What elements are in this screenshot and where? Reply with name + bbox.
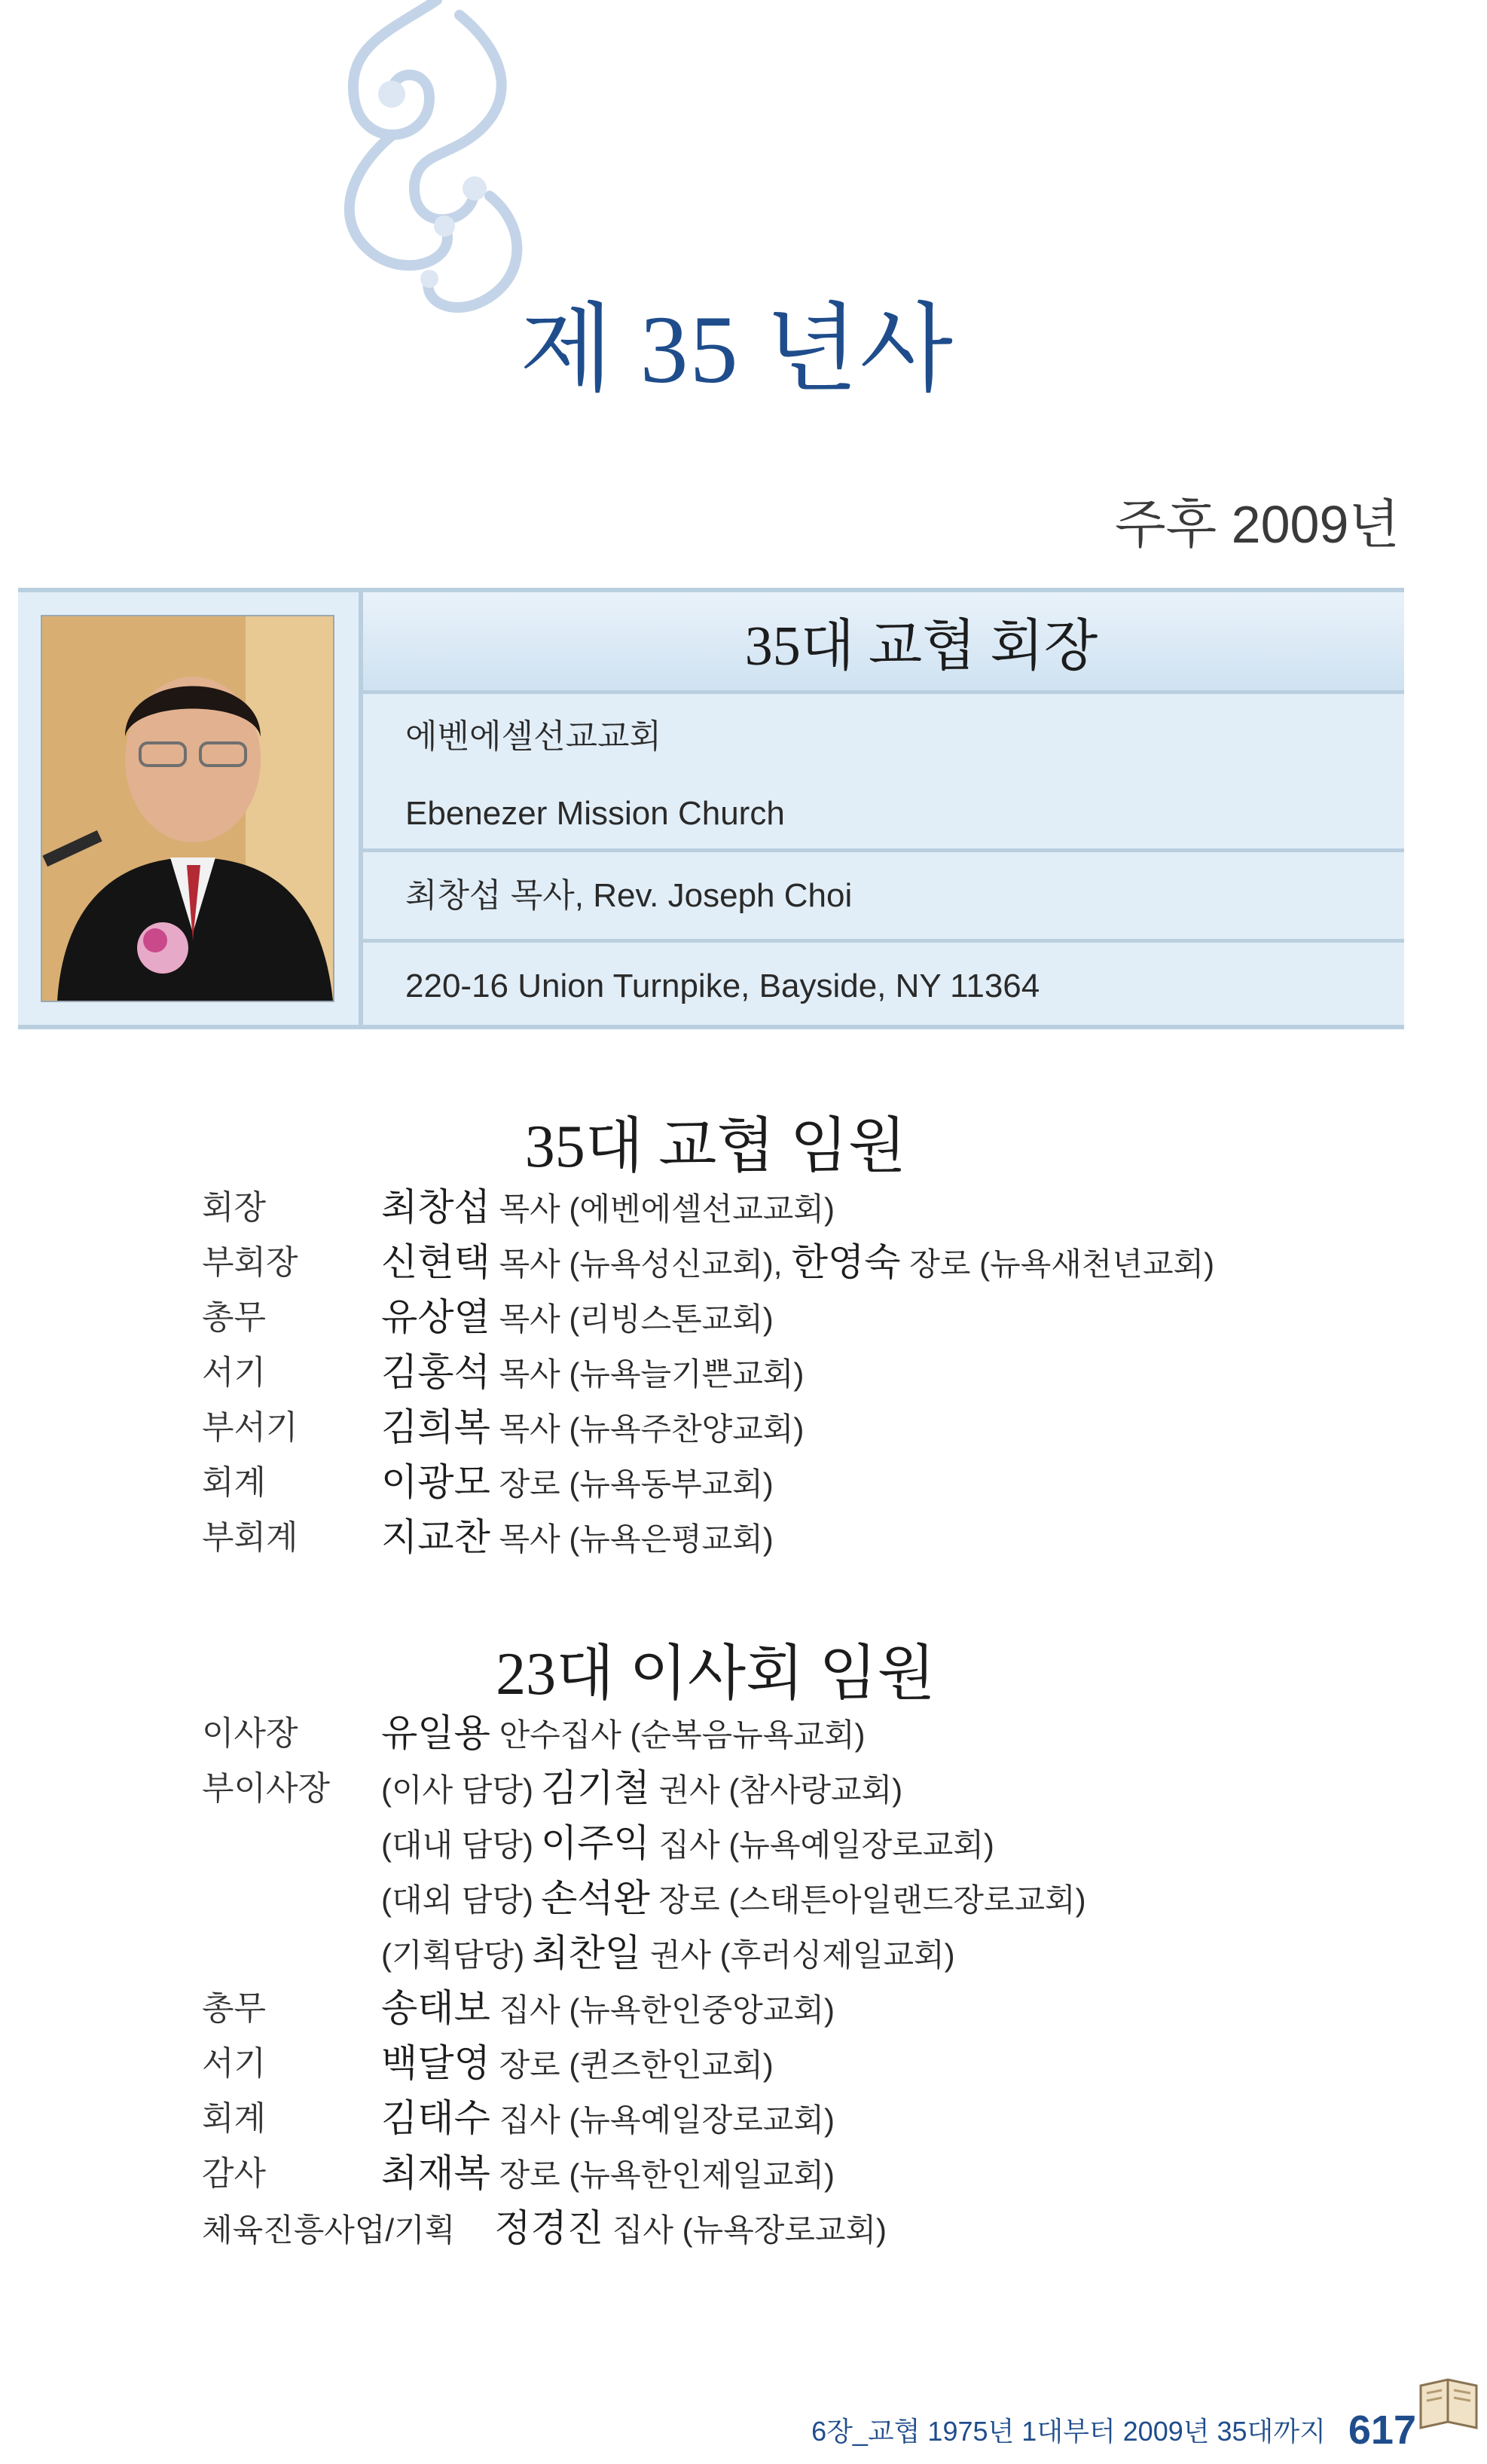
church-address: 220-16 Union Turnpike, Bayside, NY 11364 <box>405 968 1040 1004</box>
board-member-detail: 장로 (퀸즈한인교회) <box>490 2047 774 2083</box>
president-heading-bar <box>363 592 1404 694</box>
officers-list <box>202 1180 1407 1565</box>
officer-role: 회장 <box>202 1189 267 1226</box>
officer-name: 최창섭 <box>381 1186 490 1228</box>
board-list <box>202 1706 1407 2256</box>
president-details <box>359 592 1404 1025</box>
church-row <box>363 694 1404 852</box>
board-member-name: 손석완 <box>540 1877 650 1919</box>
board-role: 회계 <box>202 2100 267 2137</box>
board-member-name: 김태수 <box>381 2097 490 2139</box>
board-member-detail: 집사 (뉴욕한인중앙교회) <box>490 1992 835 2028</box>
officer-role: 부서기 <box>202 1409 298 1446</box>
year-label: 주후 2009년 <box>1114 495 1400 554</box>
officer-detail: 장로 (뉴욕동부교회) <box>490 1466 774 1502</box>
board-heading: 23대 이사회 임원 <box>496 1641 936 1707</box>
officer-role: 서기 <box>202 1354 267 1391</box>
officer-name: 지교찬 <box>381 1516 490 1558</box>
officer-detail: 목사 (뉴욕주찬양교회) <box>490 1411 805 1447</box>
board-member-name: 정경진 <box>494 2207 604 2249</box>
officers-heading: 35대 교협 임원 <box>524 1114 907 1180</box>
chapter-caption: 6장_교협 1975년 1대부터 2009년 35대까지 <box>811 2416 1326 2447</box>
president-photo <box>41 615 334 1002</box>
board-member-name: 유일용 <box>381 1712 490 1754</box>
president-info-box <box>18 588 1404 1029</box>
decorative-scroll-ornament <box>301 0 550 332</box>
board-role: 총무 <box>202 1990 267 2027</box>
page-title: 제 35 년사 <box>520 296 954 403</box>
officer-name-2: 한영숙 <box>791 1241 901 1283</box>
board-member-detail: 권사 (참사랑교회) <box>649 1772 903 1808</box>
board-row <box>202 2036 1407 2091</box>
officer-row <box>202 1180 1407 1235</box>
board-member-name: 백달영 <box>381 2042 490 2084</box>
officer-name: 유상열 <box>381 1296 490 1338</box>
officer-row <box>202 1345 1407 1400</box>
officer-row <box>202 1400 1407 1455</box>
board-member-detail: 장로 (스태튼아일랜드장로교회) <box>649 1882 1086 1918</box>
board-row <box>202 2201 1407 2256</box>
officer-row <box>202 1290 1407 1345</box>
officer-name: 신현택 <box>381 1241 490 1283</box>
board-member-name: 송태보 <box>381 1987 490 2029</box>
officer-name: 김희복 <box>381 1406 490 1448</box>
officer-row <box>202 1510 1407 1565</box>
board-member-name: 최찬일 <box>532 1932 642 1974</box>
president-heading: 35대 교협 회장 <box>744 616 1098 677</box>
board-duty-tag: (대외 담당) <box>381 1882 533 1918</box>
officer-detail-2: 장로 (뉴욕새천년교회) <box>900 1246 1215 1282</box>
officer-detail: 목사 (리빙스톤교회) <box>490 1301 774 1337</box>
board-role: 감사 <box>202 2155 267 2192</box>
board-member-detail: 집사 (뉴욕예일장로교회) <box>649 1827 994 1863</box>
board-row <box>202 1926 1407 1981</box>
officer-name: 김홍석 <box>381 1351 490 1393</box>
name-row <box>363 852 1404 943</box>
board-member-name: 최재복 <box>381 2152 490 2194</box>
officer-role: 총무 <box>202 1299 267 1336</box>
board-member-name: 이주익 <box>540 1822 650 1864</box>
board-row <box>202 1981 1407 2036</box>
page-number: 617 <box>1348 2407 1416 2453</box>
officer-detail: 목사 (뉴욕성신교회), <box>490 1246 783 1282</box>
board-role: 체육진흥사업/기획 <box>202 2212 456 2248</box>
officer-role: 회계 <box>202 1464 267 1501</box>
officer-detail: 목사 (뉴욕은평교회) <box>490 1521 774 1557</box>
address-row <box>363 943 1404 1029</box>
church-name-korean: 에벤에셀선교교회 <box>405 718 662 755</box>
board-member-detail: 집사 (뉴욕장로교회) <box>603 2212 887 2248</box>
board-role: 이사장 <box>202 1715 298 1752</box>
board-member-detail: 안수집사 (순복음뉴욕교회) <box>490 1717 866 1753</box>
board-member-detail: 권사 (후러싱제일교회) <box>641 1937 955 1973</box>
board-member-detail: 집사 (뉴욕예일장로교회) <box>490 2102 835 2138</box>
board-row <box>202 1706 1407 1761</box>
officer-role: 부회계 <box>202 1519 298 1556</box>
board-role: 서기 <box>202 2045 267 2082</box>
officer-role: 부회장 <box>202 1244 298 1281</box>
officer-row <box>202 1455 1407 1510</box>
board-duty-tag: (기획담당) <box>381 1937 525 1973</box>
officer-detail: 목사 (에벤에셀선교교회) <box>490 1191 835 1227</box>
officer-name: 이광모 <box>381 1461 490 1503</box>
board-member-detail: 장로 (뉴욕한인제일교회) <box>490 2157 835 2193</box>
board-row <box>202 2146 1407 2201</box>
board-row <box>202 1761 1407 1816</box>
church-name-english: Ebenezer Mission Church <box>405 795 785 832</box>
officer-detail: 목사 (뉴욕늘기쁜교회) <box>490 1356 805 1392</box>
president-name: 최창섭 목사, Rev. Joseph Choi <box>405 877 853 914</box>
board-row <box>202 1871 1407 1926</box>
book-icon <box>1416 2375 1481 2434</box>
page-footer <box>811 2407 1416 2453</box>
board-row <box>202 2091 1407 2146</box>
board-row <box>202 1816 1407 1871</box>
board-duty-tag: (대내 담당) <box>381 1827 533 1863</box>
board-member-name: 김기철 <box>540 1767 650 1809</box>
board-role: 부이사장 <box>202 1770 331 1807</box>
officer-row <box>202 1235 1407 1290</box>
board-duty-tag: (이사 담당) <box>381 1772 533 1808</box>
